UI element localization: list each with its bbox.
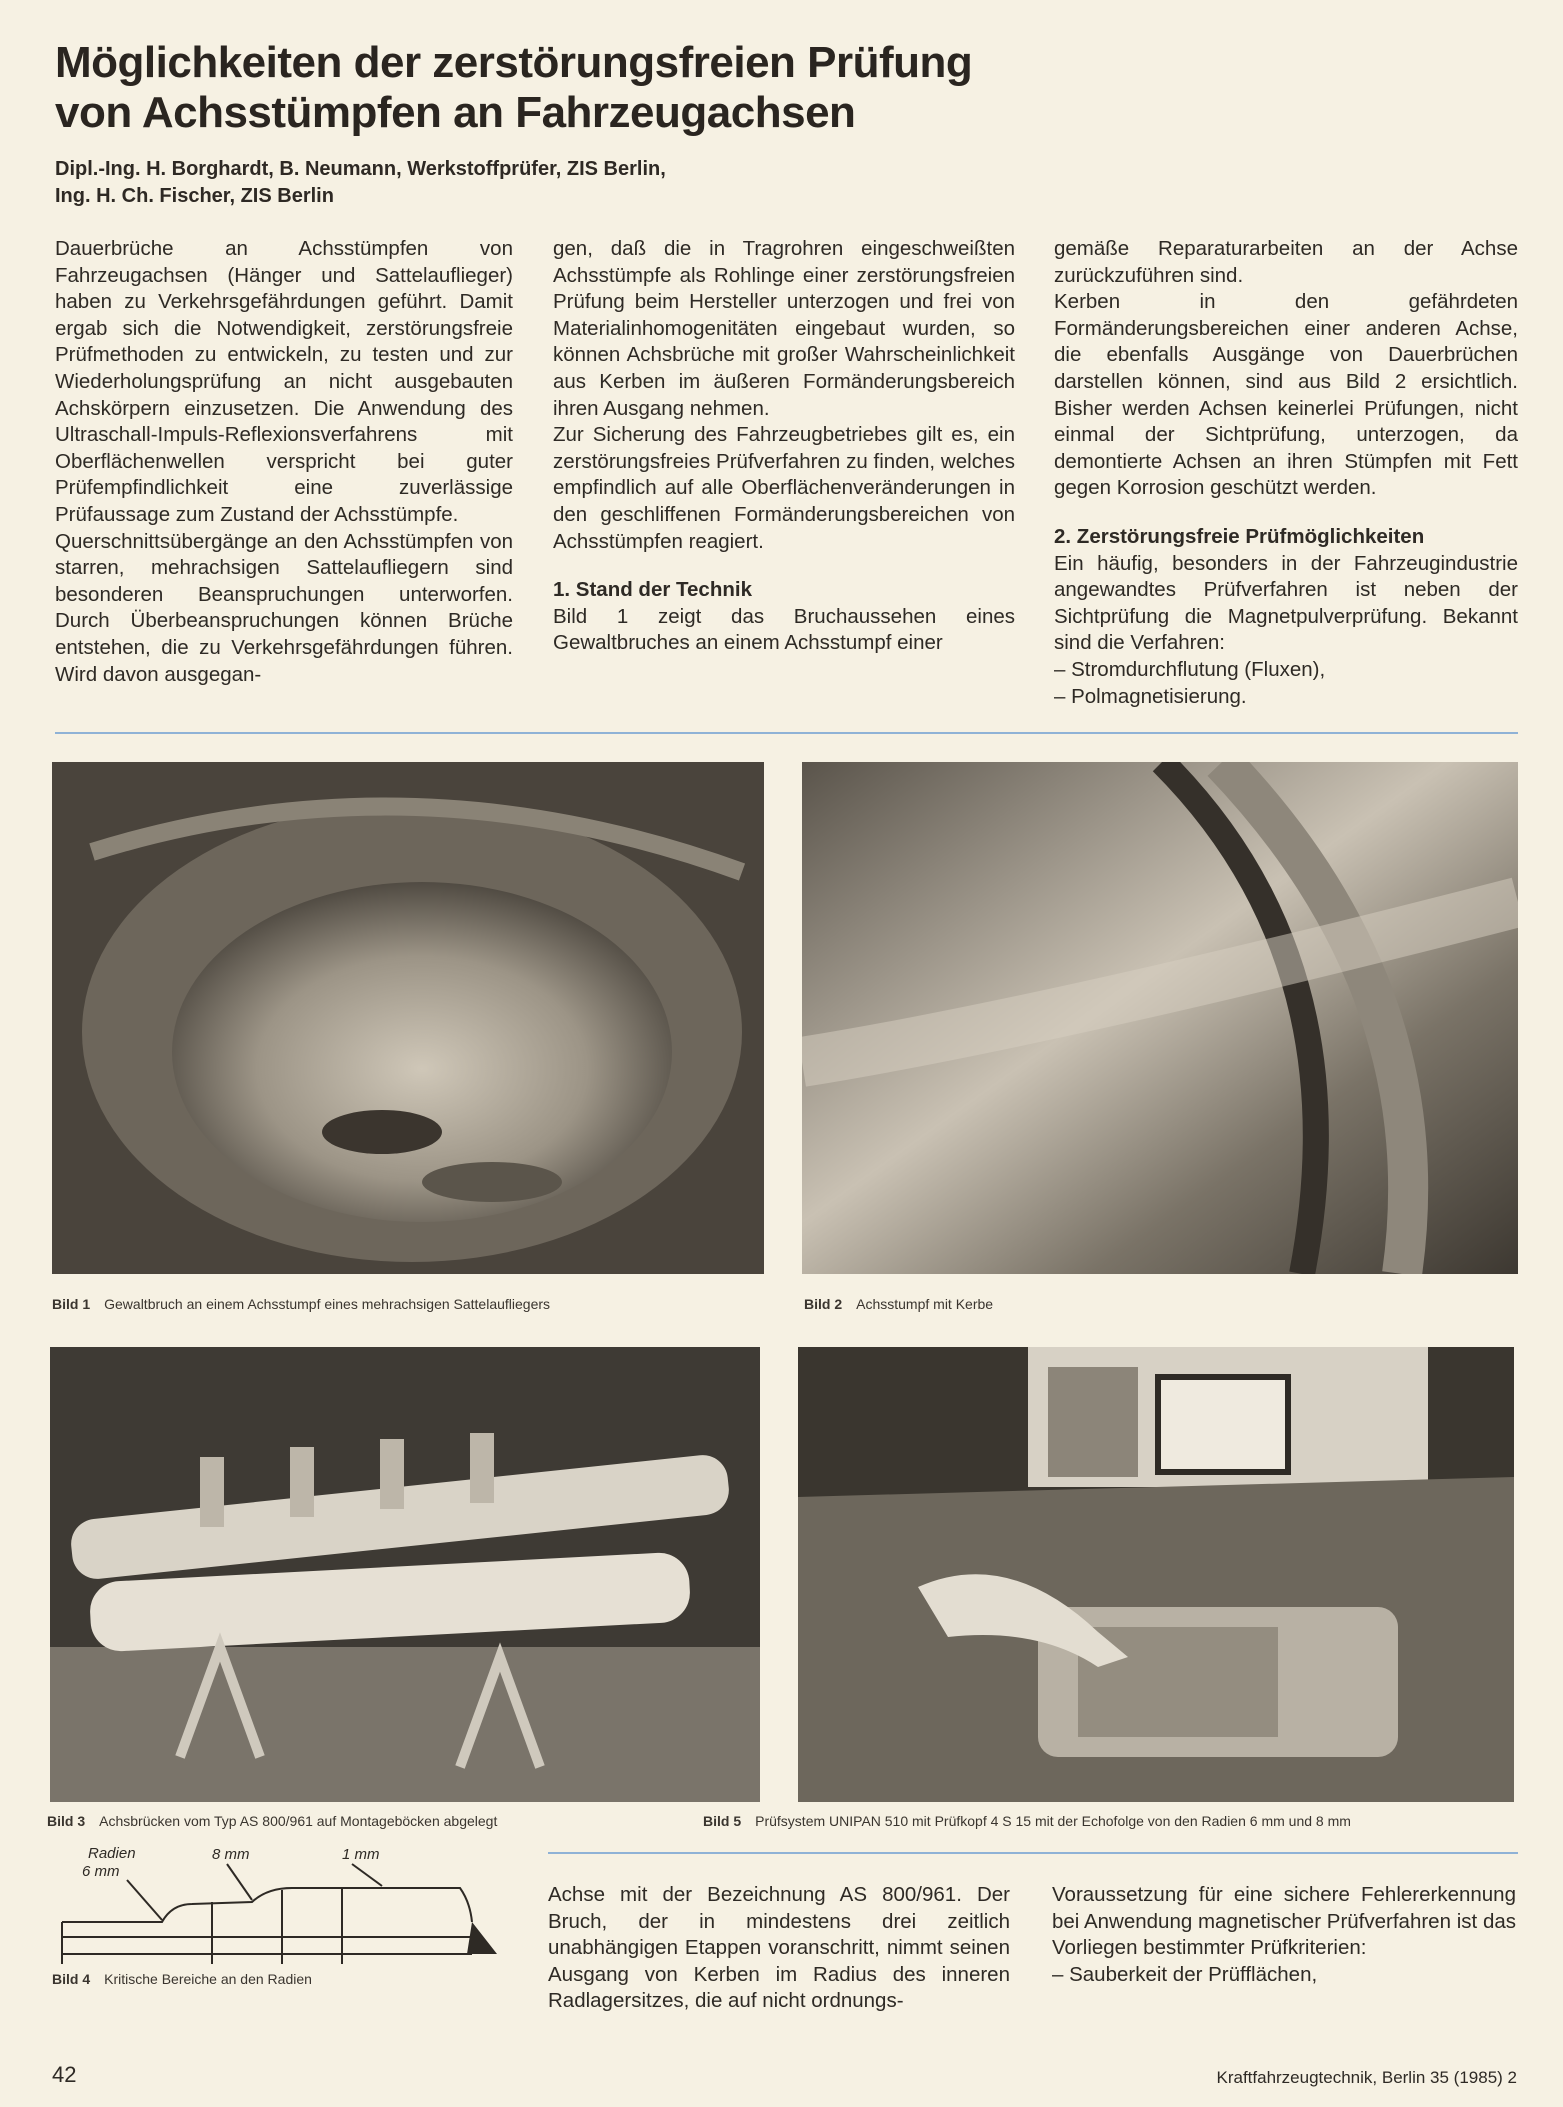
page-number: 42	[52, 2062, 77, 2087]
figure-number: Bild 4	[52, 1971, 91, 1987]
section-heading-1: 1. Stand der Technik	[553, 578, 752, 602]
text-column-1	[55, 236, 513, 688]
figure-number: Bild 1	[52, 1296, 91, 1312]
caption-bild-4	[52, 1970, 312, 1988]
caption-bild-3	[47, 1812, 497, 1830]
photo-bild-3	[50, 1347, 760, 1802]
caption-text: Prüfsystem UNIPAN 510 mit Prüfkopf 4 S 15 mit der Echofolge von den Radien 6 mm und 8 mm	[755, 1813, 1351, 1829]
photo-bild-1	[52, 762, 764, 1274]
figure-number: Bild 2	[804, 1296, 843, 1312]
paragraph: Zur Sicherung des Fahrzeugbetriebes gilt es, ein zerstörungsfreies Prüfverfahren zu finden, welches empfindlich auf alle Oberflächenveränderungen in den geschliffenen Formänderungsbereichen von Achsstümpfen reagiert.	[553, 423, 1015, 553]
section-heading-2: 2. Zerstörungsfreie Prüfmöglichkeiten	[1054, 524, 1425, 548]
list-item: – Sauberkeit der Prüfflächen,	[1052, 1962, 1516, 1989]
paragraph: gen, daß die in Tragrohren eingeschweißten Achsstümpfe als Rohlinge einer zerstörungsfreien Prüfung beim Hersteller unterzogen und frei von Materialinhomogenitäten eingebaut wurden, so können Achsbrüche mit großer Wahrscheinlichkeit aus Kerben im äußeren Formänderungsbereich ihren Ausgang nehmen.	[553, 237, 1015, 420]
paragraph: Ein häufig, besonders in der Fahrzeugindustrie angewandtes Prüfverfahren ist neben der Sichtprüfung die Magnetpulverprüfung. Bekannt sind die Verfahren:	[1054, 551, 1518, 655]
article-title	[55, 38, 1155, 138]
caption-text: Kritische Bereiche an den Radien	[104, 1971, 312, 1987]
caption-text: Gewaltbruch an einem Achsstumpf eines mehrachsigen Sattelaufliegers	[104, 1296, 551, 1312]
divider-rule	[55, 732, 1518, 734]
text-column-bottom-2	[548, 1882, 1010, 2015]
photo-bild-5	[798, 1347, 1514, 1802]
figure-number: Bild 3	[47, 1813, 86, 1829]
photo-bild-2	[802, 762, 1518, 1274]
paragraph: Bild 1 zeigt das Bruchaussehen eines Gewaltbruches an einem Achsstumpf einer	[553, 604, 1015, 655]
text-column-2	[553, 236, 1015, 657]
caption-bild-1	[52, 1295, 550, 1313]
title-line-1: Möglichkeiten der zerstörungsfreien Prüfung	[55, 38, 973, 87]
list-item: – Stromdurchflutung (Fluxen),	[1054, 657, 1518, 684]
label-radien: Radien	[88, 1845, 136, 1862]
journal-reference: Kraftfahrzeugtechnik, Berlin 35 (1985) 2	[1216, 2068, 1517, 2087]
paragraph: Dauerbrüche an Achsstümpfen von Fahrzeugachsen (Hänger und Sattelauflieger) haben zu Verkehrsgefährdungen geführt. Damit ergab sich die Notwendigkeit, zerstörungsfreie Prüfmethoden zu entwickeln, zu testen und zur Wiederholungsprüfung an nicht ausgebauten Achskörpern einzusetzen. Die Anwendung des Ultraschall-Impuls-Reflexionsverfahrens mit Oberflächenwellen verspricht bei guter Prüfempfindlichkeit eine zuverlässige Prüfaussage zum Zustand der Achsstümpfe.	[55, 237, 513, 526]
paragraph: Kerben in den gefährdeten Formänderungsbereichen einer anderen Achse, die ebenfalls Ausgänge von Dauerbrüchen darstellen können, sind aus Bild 2 ersichtlich. Bisher werden Achsen keinerlei Prüfungen, nicht einmal der Sichtprüfung, unterzogen, da demontierte Achsen an ihren Stümpfen mit Fett gegen Korrosion geschützt werden.	[1054, 290, 1518, 500]
authors-line-1: Dipl.-Ing. H. Borghardt, B. Neumann, Werkstoffprüfer, ZIS Berlin,	[55, 158, 666, 180]
label-6mm: 6 mm	[82, 1863, 120, 1880]
criteria-list	[1052, 1962, 1516, 1989]
diagram-bild-4	[52, 1842, 502, 1987]
list-item: – Polmagnetisierung.	[1054, 684, 1518, 711]
caption-text: Achsstumpf mit Kerbe	[856, 1296, 994, 1312]
divider-rule-bottom	[548, 1852, 1518, 1854]
label-1mm: 1 mm	[342, 1846, 380, 1863]
text-column-bottom-3	[1052, 1882, 1516, 1988]
paragraph: Querschnittsübergänge an den Achsstümpfen von starren, mehrachsigen Sattelaufliegern sind besonderen Beanspruchungen unterworfen. Durch Überbeanspruchungen können Brüche entstehen, die zu Verkehrsgefährdungen führen. Wird davon ausgegan-	[55, 529, 513, 686]
author-list	[55, 156, 1155, 210]
text-column-3	[1054, 236, 1518, 710]
authors-line-2: Ing. H. Ch. Fischer, ZIS Berlin	[55, 185, 334, 207]
paragraph: Voraussetzung für eine sichere Fehlererkennung bei Anwendung magnetischer Prüfverfahren ist das Vorliegen bestimmter Prüfkriterien:	[1052, 1883, 1516, 1960]
title-line-2: von Achsstümpfen an Fahrzeugachsen	[55, 88, 856, 137]
paragraph: gemäße Reparaturarbeiten an der Achse zurückzuführen sind.	[1054, 237, 1518, 287]
label-8mm: 8 mm	[212, 1846, 250, 1863]
paragraph: Achse mit der Bezeichnung AS 800/961. Der Bruch, der in mindestens drei zeitlich unabhängigen Etappen voranschritt, nimmt seinen Ausgang von Kerben im Radius des inneren Radlagersitzes, die auf nicht ordnungs-	[548, 1883, 1010, 2013]
method-list	[1054, 657, 1518, 710]
caption-bild-2	[804, 1295, 993, 1313]
caption-bild-5	[703, 1812, 1351, 1830]
figure-number: Bild 5	[703, 1813, 742, 1829]
caption-text: Achsbrücken vom Typ AS 800/961 auf Montageböcken abgelegt	[99, 1813, 498, 1829]
